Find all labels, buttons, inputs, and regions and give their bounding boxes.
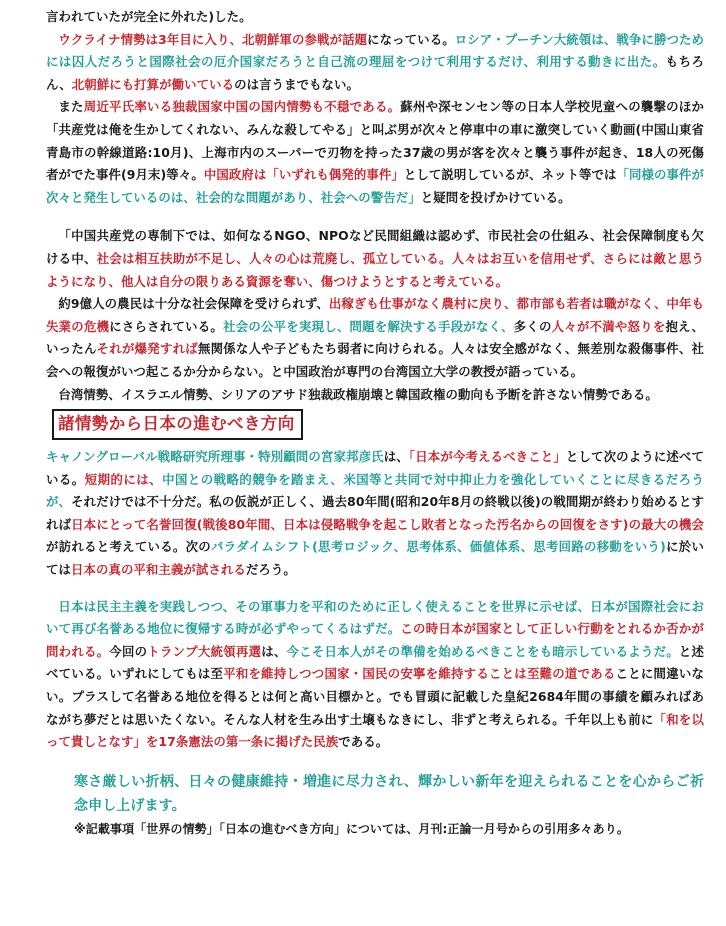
text-run: として次のように述べている。 (46, 449, 704, 487)
text-run: だろう。 (245, 562, 296, 578)
text-run: 「同様の事件が次々と発生しているのは、社会的な問題があり、社会への警告だ」 (46, 167, 704, 205)
text-run: は、 (383, 449, 409, 465)
text-run: 多くの (513, 318, 552, 334)
paragraph-japan-future (46, 596, 704, 754)
text-run: 中国政府は「いずれも偶発的事件」 (203, 167, 404, 183)
text-run: 短期的には、 (84, 471, 163, 487)
text-run: と疑問を投げかけている。 (420, 189, 571, 205)
text-run: 日本は民主主義を実践しつつ、その軍事力を平和のために正しく使えることを世界に示せば、日本が国際社会において再び名誉ある地位に復帰する時が必ずやってくるはずだ。 (46, 598, 704, 637)
text-run: 中国との戦略的競争を踏まえ、米国等と共同で対中抑止力を強化していくことに尽きるだろうが、 (46, 471, 704, 510)
text-run: 社会は相互扶助が不足し、人々の心は荒廃し、孤立している。人々はお互いを信用せず、さらには敵と思うようになり、他人は自分の限りある資源を奪い、傷つけようとすると考えている。 (46, 250, 705, 289)
text-run: ロシア・プーチン大統領は、戦争に勝つためには囚人だろうと国際社会の厄介国家だろうと自己流の理屈をつけて利用するだけ、利用する動きに出た。 (46, 31, 705, 70)
closing-greeting: 寒さ厳しい折柄、日々の健康維持・増進に尽力され、輝かしい新年を迎えられることを心からご祈念申し上げます。 (74, 773, 704, 814)
text-run: は、 (261, 643, 287, 659)
text-run: それが爆発すれば (96, 341, 198, 357)
text-run: 平和を維持しつつ国家・国民の安寧を維持することは至難の道である (223, 666, 616, 682)
text-run: 日本にとって名誉回復(戦後80年間、日本は侵略戦争を起こし敗者となった汚名からの回復をさす)の最大の機会 (71, 516, 704, 532)
paragraph-intro-tail (46, 6, 704, 29)
text-run: 人々が不満や怒りを (551, 318, 666, 334)
text-run: 台湾情勢、イスラエル情勢、シリアのアサド独裁政権崩壊と韓国政権の動向も予断を許さない情勢である。 (58, 386, 658, 402)
paragraph-ukraine (46, 29, 704, 97)
paragraph-miyake (46, 446, 704, 582)
text-run: 「和を以って貴しとなす」を17条憲法の第一条に掲げた民族 (46, 711, 704, 750)
text-run: もちろん、 (46, 54, 704, 92)
paragraph-china-society (46, 225, 704, 293)
text-run: それだけでは不十分だ。私の仮説が正しく、過去80年間(昭和20年8月の終戦以後)の戦間期が終わり始めるとすれば (46, 494, 705, 532)
text-run: 出稼ぎも仕事がなく農村に戻り、都市部も若者は職がなく、中年も失業の危機 (46, 296, 704, 334)
text-run: また (58, 99, 84, 115)
paragraph-world-situation (46, 384, 704, 407)
text-run: ウクライナ情勢は3年目に入り、北朝鮮軍の参戦が話題 (58, 31, 368, 47)
text-run: 日本の真の平和主義が試される (70, 562, 246, 578)
text-run: になっている。 (367, 31, 455, 47)
text-run: 今こそ日本人がその準備を始めるべきことをも暗示しているようだ。 (286, 643, 679, 659)
text-run: に於いては (46, 539, 704, 578)
text-run: 言われていたが完全に外れた)した。 (46, 9, 252, 24)
text-run: 周近平氏率いる独裁国家中国の国内情勢も不穏である。 (83, 99, 401, 115)
text-run: パラダイムシフト(思考ロジック、思考体系、価値体系、思考回路の移動をいう) (210, 539, 666, 555)
section-heading: 諸情勢から日本の進むべき方向 (52, 409, 303, 440)
text-run: である。 (338, 734, 389, 750)
text-run: 今回の (109, 643, 148, 659)
text-run: と述べている。いずれにしてもは至 (46, 643, 705, 682)
text-run: ことに間違いない。プラスして名誉ある地位を得るとは何と高い目標かと。でも冒頭に記載した皇紀2684年間の事績を顧みればあながち夢だとは思いたくない。そんな人材を生み出す土壌もなきにし、非ずと考えられる。千年以上も前に (46, 666, 704, 727)
text-run: 約9億人の農民は十分な社会保障を受けられず、 (58, 296, 329, 312)
text-run: 社会の公平を実現し、問題を解決する手段がなく、 (223, 318, 514, 334)
text-run: のは言うまでもない。 (234, 76, 360, 92)
text-run: 「日本が今考えるべきこと」 (408, 449, 566, 465)
text-run: として説明しているが、ネット等では (403, 167, 617, 183)
text-run: 蘇州や深センセン等の日本人学校児童への襲撃のほか「共産党は俺を生かしてくれない、みんな殺してやる」と叫ぶ男が次々と停車中の車に激突していく動画(中国山東省青島市の幹線道路:10月)、上海市内のスーパーで刃物を持った37歳の男が客を次々と襲う事件が起き、18人の死傷者がでた事件(9月末)等々。 (46, 99, 705, 183)
text-run: が訪れると考えている。次の (46, 539, 211, 555)
text-run: この時日本が国家として正しい行動をとれるか否かが問われる。 (46, 621, 704, 659)
text-run: 抱え、いったん (46, 318, 704, 357)
text-run: にさらされている。 (109, 318, 224, 334)
paragraph-china-domestic (46, 96, 704, 209)
citation-note: ※記載事項「世界の情勢」「日本の進むべき方向」については、月刊:正論一月号からの引用多々あり。 (74, 821, 629, 836)
text-run: 北朝鮮にも打算が働いている (71, 76, 235, 92)
text-run: キャノングローバル戦略研究所理事・特別顧問の宮家邦彦氏 (46, 449, 384, 465)
text-run: 「中国共産党の専制下では、如何なるNGO、NPOなど民間組織は認めず、市民社会の仕組み、社会保障制度も欠ける中、 (46, 228, 704, 266)
section-heading-wrap (52, 409, 704, 440)
paragraph-china-farmers (46, 293, 704, 383)
text-run: トランプ大統領再選 (147, 643, 262, 659)
text-run: 無関係な人や子どもたち弱者に向けられる。人々は安全感がなく、無差別な殺傷事件、社会への報復がいつ起こるか分からない。と中国政治が専門の台湾国立大学の教授が語っている。 (46, 341, 704, 379)
